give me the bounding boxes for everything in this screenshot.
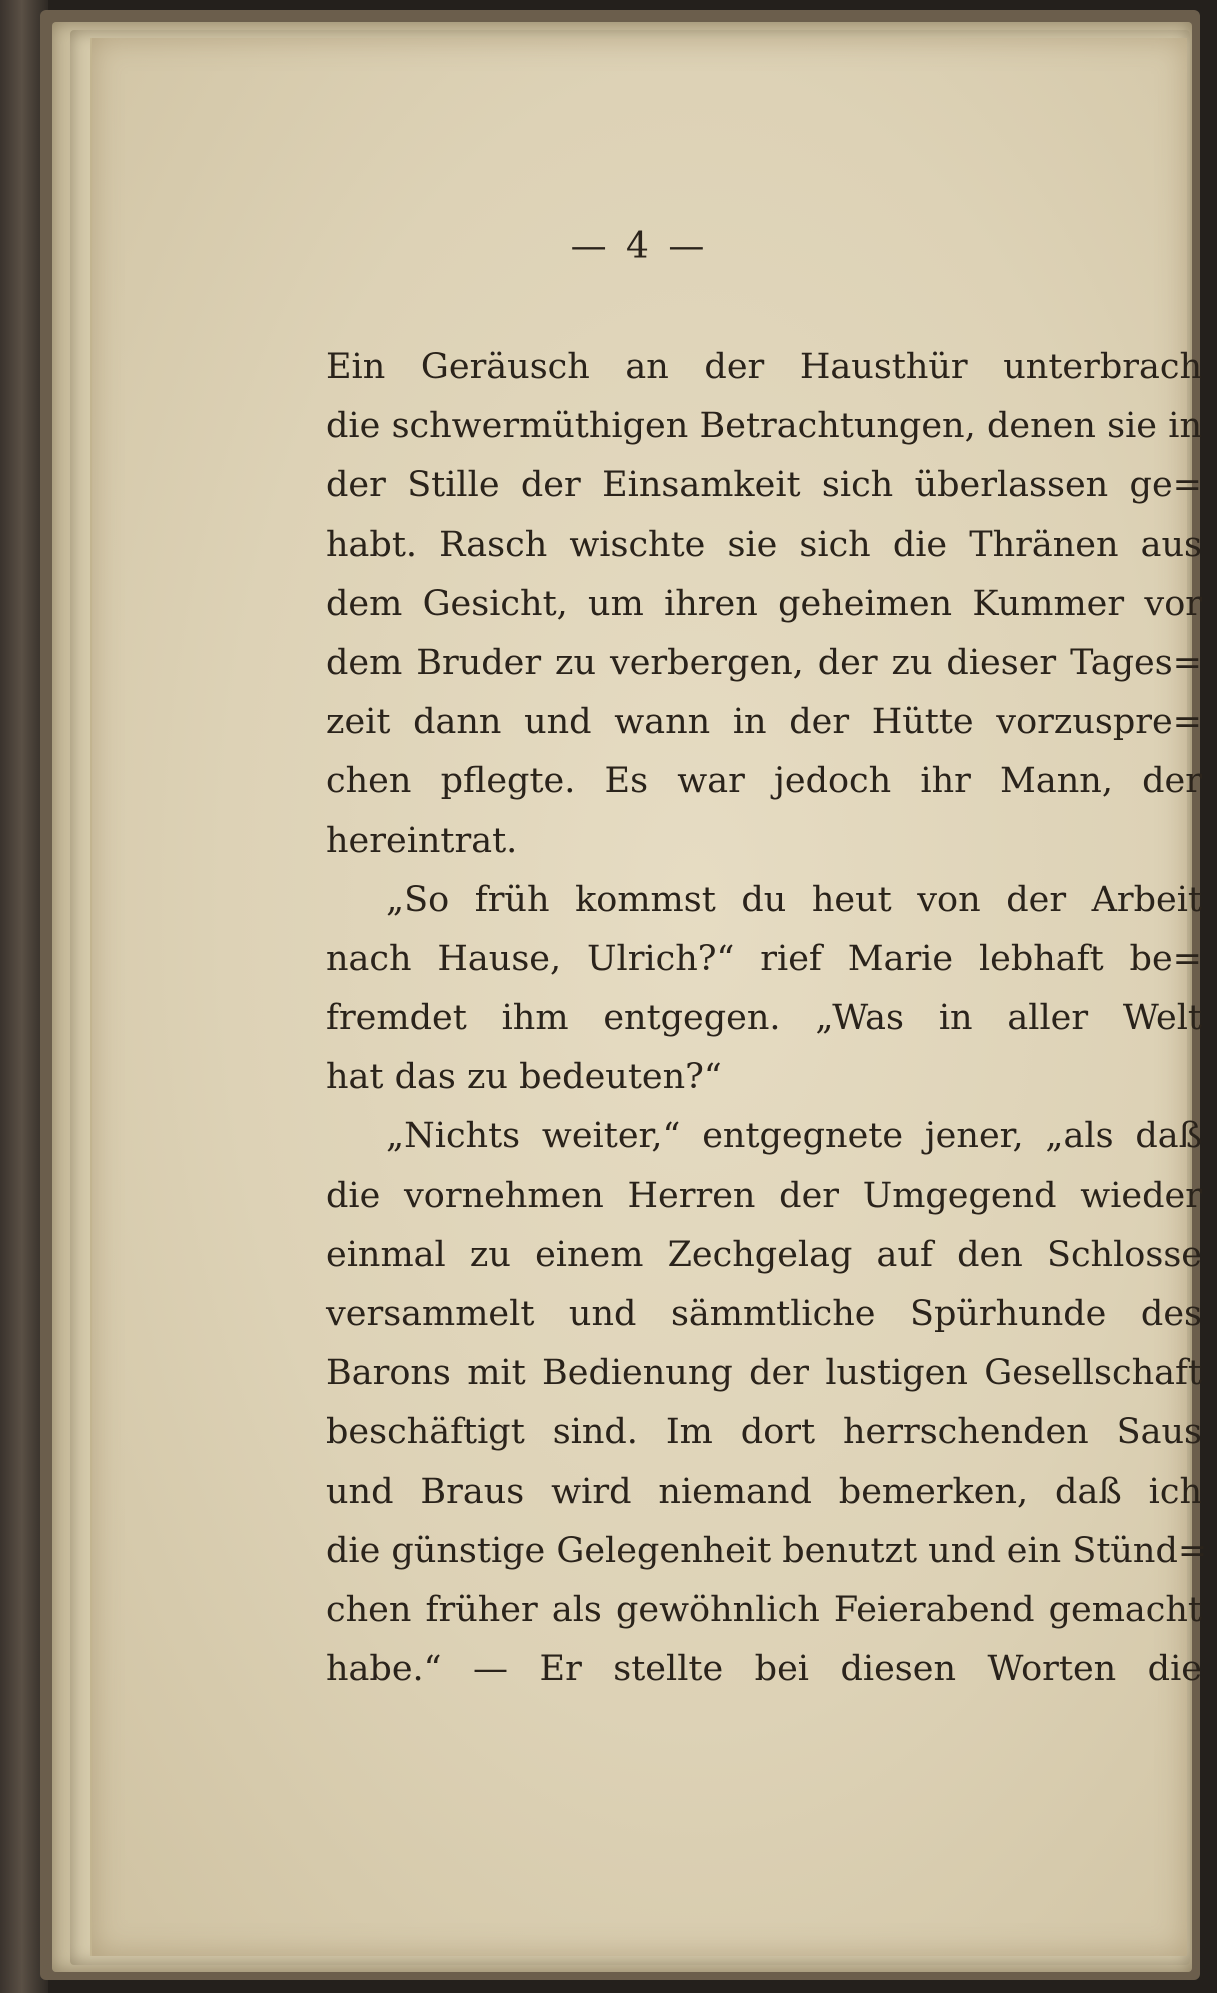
text-line: und Braus wird niemand bemerken, daß ich: [326, 1471, 1202, 1512]
text-line: einmal zu einem Zechgelag auf den Schlosse: [326, 1234, 1202, 1275]
text-line: dem Gesicht, um ihren geheimen Kummer vor: [326, 583, 1202, 624]
text-line: die schwermüthigen Betrachtungen, denen sie in: [326, 406, 1202, 447]
text-line: zeit dann und wann in der Hütte vorzuspre=: [326, 702, 1202, 743]
text-line: chen pflegte. Es war jedoch ihr Mann, der: [326, 761, 1202, 802]
text-line: hereintrat.: [326, 820, 518, 861]
text-line: die vornehmen Herren der Umgegend wieder: [326, 1175, 1202, 1216]
page-number: — 4 —: [570, 226, 709, 267]
text-line: „Nichts weiter,“ entgegnete jener, „als daß: [386, 1116, 1202, 1157]
text-line: nach Hause, Ulrich?“ rief Marie lebhaft be=: [326, 938, 1202, 979]
text-line: beschäftigt sind. Im dort herrschenden Saus: [326, 1412, 1202, 1453]
text-line: hat das zu bedeuten?“: [326, 1057, 722, 1098]
text-line: habe.“ — Er stellte bei diesen Worten die: [326, 1649, 1202, 1690]
text-line: Barons mit Bedienung der lustigen Gesellschaft: [326, 1353, 1202, 1394]
text-line: fremdet ihm entgegen. „Was in aller Welt: [326, 998, 1202, 1039]
text-line: habt. Rasch wischte sie sich die Thränen aus: [326, 524, 1202, 565]
book-page: [90, 38, 1208, 1956]
text-line: versammelt und sämmtliche Spürhunde des: [326, 1294, 1202, 1334]
text-line: dem Bruder zu verbergen, der zu dieser Tages=: [326, 642, 1202, 683]
page-text: [326, 338, 1208, 1699]
text-line: „So früh kommst du heut von der Arbeit: [386, 879, 1202, 920]
text-line: die günstige Gelegenheit benutzt und ein Stünd=: [326, 1530, 1208, 1571]
text-line: chen früher als gewöhnlich Feierabend gemacht: [326, 1589, 1202, 1630]
text-line: der Stille der Einsamkeit sich überlassen ge=: [326, 465, 1202, 506]
text-line: Ein Geräusch an der Hausthür unterbrach: [326, 347, 1202, 387]
